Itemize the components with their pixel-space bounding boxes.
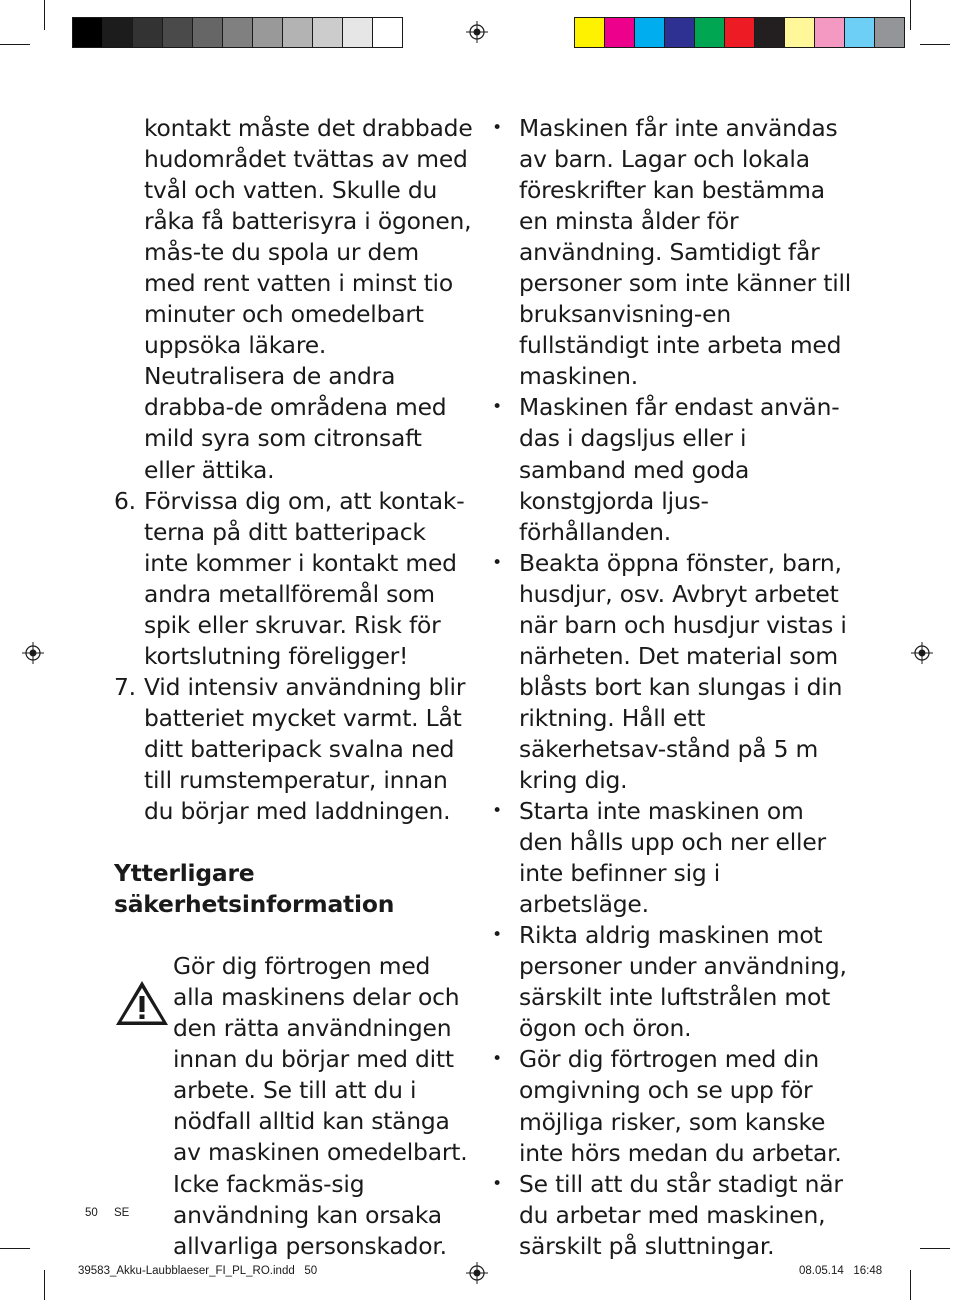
bullet-text: Maskinen får endast använ-das i dagsljus eller i samband med goda konstgjorda ljus-förhållanden. bbox=[519, 393, 840, 546]
warning-triangle-icon bbox=[114, 979, 170, 1027]
bullet-text: Rikta aldrig maskinen mot personer under användning, särskilt inte luftstrålen mot ögon och öron. bbox=[519, 921, 847, 1043]
item-number: 7. bbox=[114, 672, 136, 701]
crop-mark bbox=[910, 0, 911, 30]
bullet-text: Beakta öppna fönster, barn, husdjur, osv. Avbryt arbetet när barn och husdjur vistas i närheten. Det material som blåsts bort kan slungas i din riktning. Håll ett säkerhetsav-stånd på 5 m kring dig. bbox=[519, 548, 847, 794]
grayscale-color-bar bbox=[72, 17, 403, 48]
bullet-item bbox=[487, 920, 852, 1044]
item-text: Förvissa dig om, att kontak-terna på ditt batteripack inte kommer i kontakt med andra metallföremål som spik eller skruvar. Risk för kortslutning föreligger! bbox=[144, 486, 465, 670]
bullet-item bbox=[487, 548, 852, 796]
warning-text: Gör dig förtrogen med alla maskinens delar och den rätta användningen innan du börjar med ditt arbete. Se till att du i nödfall alltid kan stänga av maskinen omedelbart. Icke fackmäs-sig användning kan orsaka allvarliga personskador. bbox=[173, 952, 468, 1260]
bullet-marker: • bbox=[492, 925, 502, 946]
registration-mark-icon bbox=[911, 642, 933, 664]
bullet-item bbox=[487, 1044, 852, 1168]
crop-mark bbox=[0, 1248, 30, 1249]
bullet-item bbox=[487, 392, 852, 547]
left-column bbox=[114, 113, 474, 1262]
numbered-item-6 bbox=[114, 486, 474, 672]
continued-paragraph: kontakt måste det drabbade hudområdet tvättas av med tvål och vatten. Skulle du råka få batterisyra i ögonen, mås-te du spola ur dem med rent vatten i minst tio minuter och omedelbart uppsöka läkare. Neutralisera de andra drabba-de områdena med mild syra som citronsaft eller ättika. bbox=[144, 114, 473, 484]
gray-swatch bbox=[73, 18, 102, 47]
bullet-marker: • bbox=[492, 1173, 502, 1194]
gray-swatch bbox=[282, 18, 312, 47]
crop-mark bbox=[44, 1270, 45, 1300]
gray-swatch bbox=[192, 18, 222, 47]
gray-swatch bbox=[222, 18, 252, 47]
crop-mark bbox=[920, 44, 950, 45]
color-swatch bbox=[724, 18, 754, 47]
numbered-item-7 bbox=[114, 672, 474, 827]
color-swatch bbox=[694, 18, 724, 47]
registration-mark-icon bbox=[466, 21, 488, 43]
color-swatch bbox=[664, 18, 694, 47]
gray-swatch bbox=[162, 18, 192, 47]
crop-mark bbox=[910, 1270, 911, 1300]
gray-swatch bbox=[102, 18, 132, 47]
bullet-marker: • bbox=[492, 397, 502, 418]
bullet-text: Starta inte maskinen om den hålls upp och ner eller inte befinner sig i arbetsläge. bbox=[519, 797, 826, 919]
file-name: 39583_Akku-Laubblaeser_FI_PL_RO.indd 50 bbox=[78, 1265, 318, 1277]
section-heading bbox=[114, 858, 474, 920]
item-text: Vid intensiv användning blir batteriet mycket varmt. Låt ditt batteripack svalna ned till rumstemperatur, innan du börjar med laddningen. bbox=[144, 672, 466, 826]
page-number: 50 bbox=[85, 1207, 98, 1219]
crop-mark bbox=[44, 0, 45, 30]
bullet-text: Gör dig förtrogen med din omgivning och se upp för möjliga risker, som kanske inte hörs medan du arbetar. bbox=[519, 1045, 842, 1167]
warning-block bbox=[114, 951, 474, 1261]
color-swatch bbox=[634, 18, 664, 47]
gray-swatch bbox=[312, 18, 342, 47]
heading-line: Ytterligare bbox=[114, 859, 255, 888]
gray-swatch bbox=[342, 18, 372, 47]
date-time: 08.05.14 16:48 bbox=[799, 1265, 883, 1277]
registration-mark-icon bbox=[22, 642, 44, 664]
bullet-marker: • bbox=[492, 801, 502, 822]
registration-mark-icon bbox=[466, 1262, 488, 1284]
bullet-text: Maskinen får inte användas av barn. Lagar och lokala föreskrifter kan bestämma en minsta ålder för användning. Samtidigt får personer som inte känner till bruksanvisning-en fullständigt inte arbeta med maskinen. bbox=[519, 114, 852, 391]
bullet-marker: • bbox=[492, 552, 502, 573]
item-number: 6. bbox=[114, 486, 136, 515]
color-swatch bbox=[874, 18, 904, 47]
bullet-marker: • bbox=[492, 1049, 502, 1070]
crop-mark bbox=[920, 1248, 950, 1249]
heading-line: säkerhetsinformation bbox=[114, 890, 395, 919]
crop-mark bbox=[0, 44, 30, 45]
color-swatch bbox=[754, 18, 784, 47]
bullet-text: Se till att du står stadigt när du arbetar med maskinen, särskilt på sluttningar. bbox=[519, 1169, 843, 1260]
color-swatch bbox=[575, 18, 604, 47]
bullet-item bbox=[487, 1169, 852, 1262]
bullet-item bbox=[487, 796, 852, 920]
color-swatch bbox=[604, 18, 634, 47]
right-column bbox=[487, 113, 852, 1262]
color-swatch bbox=[814, 18, 844, 47]
gray-swatch bbox=[132, 18, 162, 47]
gray-swatch bbox=[372, 18, 402, 47]
gray-swatch bbox=[252, 18, 282, 47]
bullet-marker: • bbox=[492, 118, 502, 138]
language-code: SE bbox=[114, 1207, 130, 1219]
color-swatch bbox=[784, 18, 814, 47]
bullet-item bbox=[487, 113, 852, 392]
spacer bbox=[114, 827, 474, 858]
cmyk-color-bar bbox=[574, 17, 905, 48]
color-swatch bbox=[844, 18, 874, 47]
